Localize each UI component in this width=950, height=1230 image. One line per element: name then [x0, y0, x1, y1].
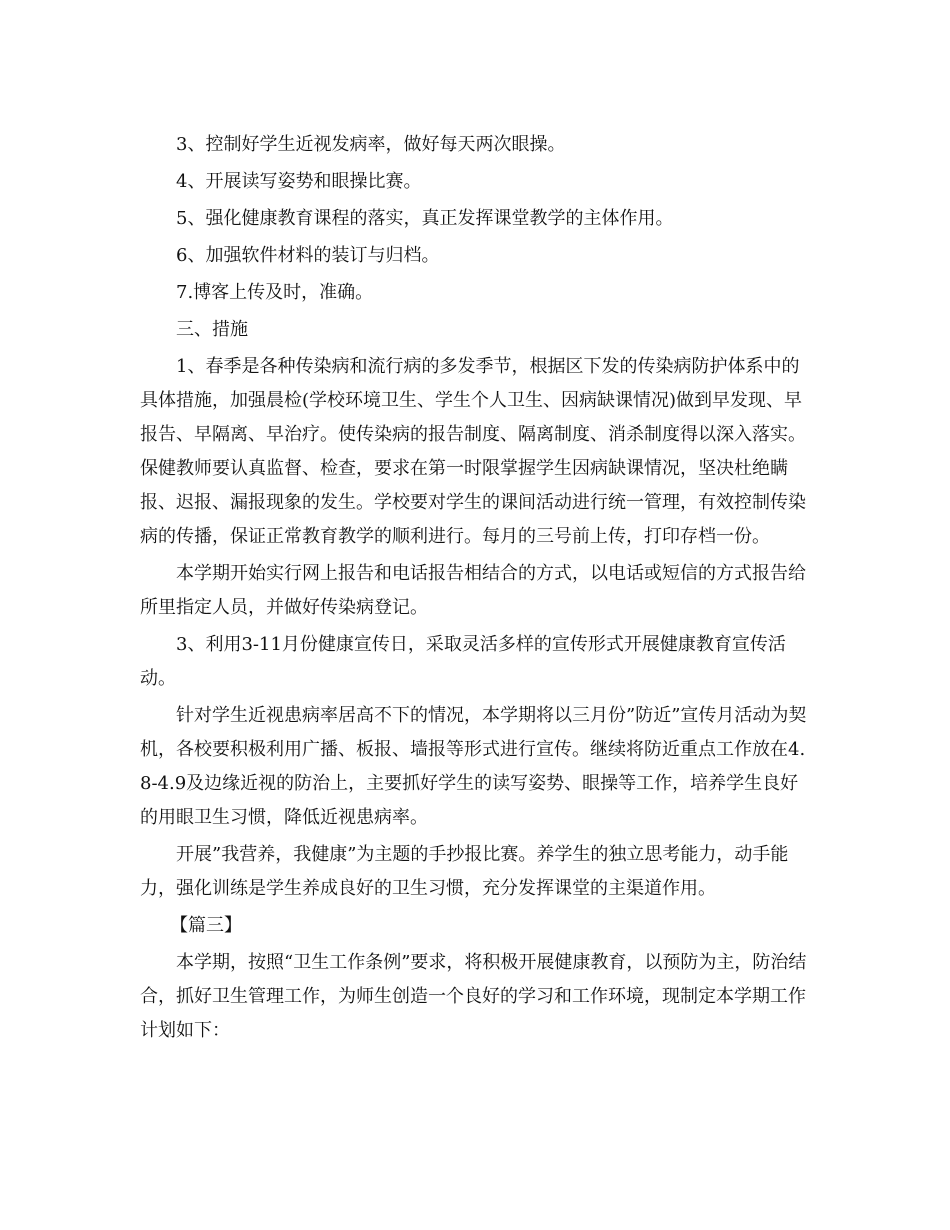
- list-item-4: 4、开展读写姿势和眼操比赛。: [176, 171, 422, 192]
- paragraph-measure-1: 1、春季是各种传染病和流行病的多发季节，根据区下发的传染病防护体系中的具体措施，加强晨检(学校环境卫生、学生个人卫生、因病缺课情况)做到早发现、早报告、早隔离、早治疗。使传染病的报告制度、隔离制度、消杀制度得以深入落实。保健教师要认真监督、检查，要求在第一时限掌握学生因病缺课情况，坚决杜绝瞒报、迟报、漏报现象的发生。学校要对学生的课间活动进行统一管理，有效控制传染病的传播，保证正常教育教学的顺利进行。每月的三号前上传，打印存档一份。: [140, 356, 806, 547]
- paragraph-myopia: 针对学生近视患病率居高不下的情况，本学期将以三月份”防近”宣传月活动为契机，各校要积极利用广播、板报、墙报等形式进行宣传。继续将防近重点工作放在4.8-4.9及边缘近视的防治上，主要抓好学生的读写姿势、眼操等工作，培养学生良好的用眼卫生习惯，降低近视患病率。: [140, 705, 807, 828]
- paragraph-plan-intro: 本学期，按照“卫生工作条例”要求，将积极开展健康教育，以预防为主，防治结合，抓好卫生管理工作，为师生创造一个良好的学习和工作环境，现制定本学期工作计划如下：: [140, 952, 807, 1041]
- section-heading-part-three: 【篇三】: [170, 915, 242, 936]
- list-item-6: 6、加强软件材料的装订与归档。: [176, 245, 440, 266]
- list-item-7: 7.博客上传及时，准确。: [176, 282, 374, 303]
- section-heading-measures: 三、措施: [176, 319, 248, 340]
- list-item-5: 5、强化健康教育课程的落实，真正发挥课堂教学的主体作用。: [176, 208, 674, 229]
- list-item-3: 3、控制好学生近视发病率，做好每天两次眼操。: [176, 134, 566, 155]
- paragraph-reporting: 本学期开始实行网上报告和电话报告相结合的方式，以电话或短信的方式报告给所里指定人员，并做好传染病登记。: [140, 563, 806, 618]
- paragraph-measure-3: 3、利用3-11月份健康宣传日，采取灵活多样的宣传形式开展健康教育宣传活动。: [140, 634, 786, 689]
- document-body: [140, 128, 812, 1048]
- paragraph-handwritten-newspaper: 开展”我营养，我健康”为主题的手抄报比赛。养学生的独立思考能力，动手能力，强化训练是学生养成良好的卫生习惯，充分发挥课堂的主渠道作用。: [140, 844, 789, 899]
